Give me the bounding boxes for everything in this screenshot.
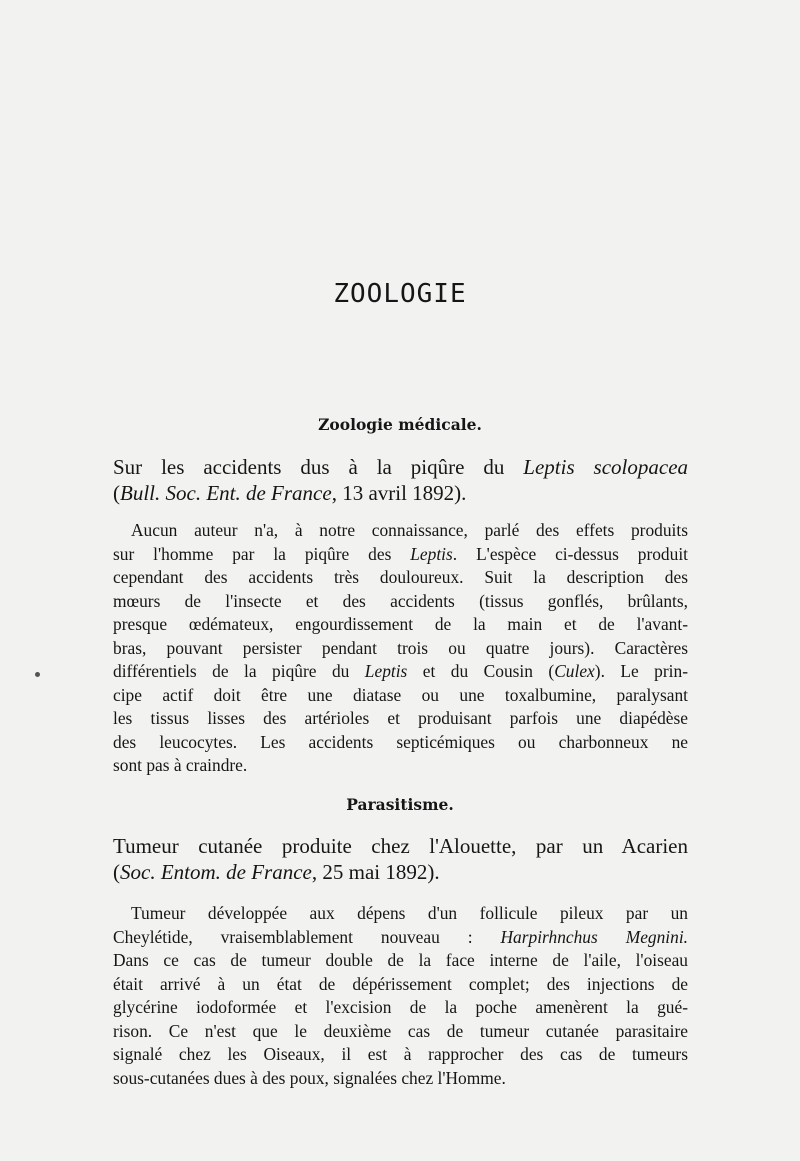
body-line: Cheylétide, vraisemblablement nouveau : Harpirhnchus Megnini.: [113, 926, 689, 947]
body-line: les tissus lisses des artérioles et produisant parfois une diapédèse: [113, 708, 688, 728]
section-heading-zoologie-medicale: Zoologie médicale.: [318, 415, 482, 434]
body-line: Aucun auteur n'a, à notre connaissance, parlé des effets produits: [131, 520, 688, 540]
body-line: presque œdémateux, engourdissement de la main et de l'avant-: [113, 614, 688, 634]
body-line: cependant des accidents très douloureux. Suit la description des: [113, 567, 688, 587]
body-line: des leucocytes. Les accidents septicémiques ou charbonneux ne: [113, 731, 688, 752]
body-line: Tumeur développée aux dépens d'un follicule pileux par un: [131, 903, 688, 923]
body-line: différentiels de la piqûre du Leptis et du Cousin (Culex). Le prin-: [113, 661, 688, 681]
body-line: sur l'homme par la piqûre des Leptis. L'espèce ci-dessus produit: [113, 543, 688, 564]
article-body-leptis: [113, 519, 688, 778]
title-line: (Soc. Entom. de France, 25 mai 1892).: [113, 860, 440, 884]
body-line: sous-cutanées dues à des poux, signalées chez l'Homme.: [113, 1067, 506, 1088]
page-heading: ZOOLOGIE: [333, 279, 467, 309]
body-line: rison. Ce n'est que le deuxième cas de tumeur cutanée parasitaire: [113, 1020, 688, 1041]
article-title-leptis: [113, 454, 688, 506]
body-line: bras, pouvant persister pendant trois ou quatre jours). Caractères: [113, 637, 688, 658]
title-line: Tumeur cutanée produite chez l'Alouette, par un Acarien: [113, 834, 688, 858]
paper-speck: [35, 672, 40, 677]
body-line: sont pas à craindre.: [113, 755, 248, 775]
body-line: glycérine iodoformée et l'excision de la poche amenèrent la gué-: [113, 997, 688, 1017]
body-line: cipe actif doit être une diatase ou une toxalbumine, paralysant: [113, 684, 688, 705]
section-heading-parasitisme: Parasitisme.: [346, 795, 454, 814]
article-title-alouette: [113, 833, 688, 885]
article-body-alouette: [113, 902, 688, 1090]
body-line: mœurs de l'insecte et des accidents (tissus gonflés, brûlants,: [113, 590, 688, 611]
title-line: Sur les accidents dus à la piqûre du Leptis scolopacea: [113, 455, 689, 479]
title-line: (Bull. Soc. Ent. de France, 13 avril 1892).: [113, 481, 467, 505]
body-line: Dans ce cas de tumeur double de la face interne de l'aile, l'oiseau: [113, 950, 688, 970]
body-line: était arrivé à un état de dépérissement complet; des injections de: [113, 973, 688, 994]
body-line: signalé chez les Oiseaux, il est à rapprocher des cas de tumeurs: [113, 1044, 688, 1064]
